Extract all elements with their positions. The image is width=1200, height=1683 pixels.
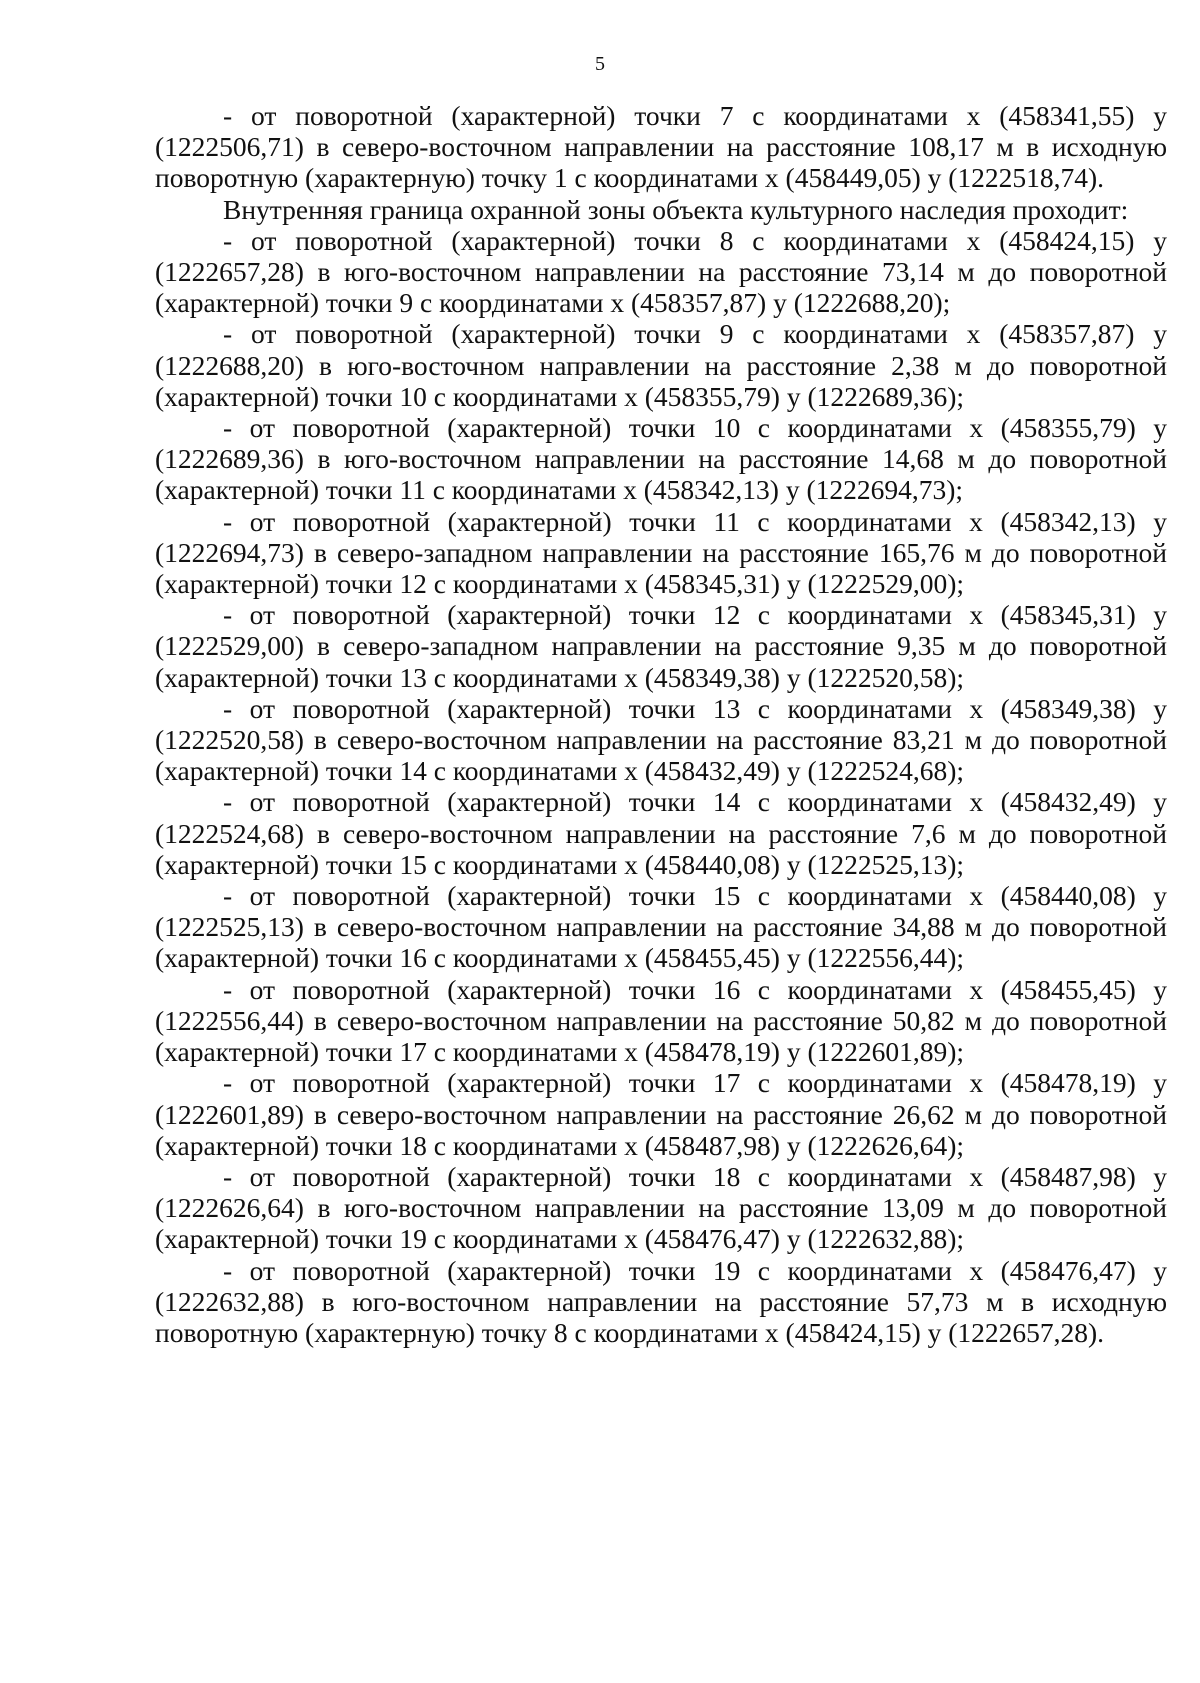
paragraph-boundary-point-16: - от поворотной (характерной) точки 16 с координатами х (458455,45) у (1222556,44) в северо-восточном направлении на расстояние 50,82 м до поворотной (характерной) точки 17 с координатами х (458478,19) у (1222601,89); <box>155 973 1167 1068</box>
paragraph-boundary-point-8: - от поворотной (характерной) точки 8 с координатами х (458424,15) у (1222657,28) в юго-восточном направлении на расстояние 73,14 м до поворотной (характерной) точки 9 с координатами х (458357,87) у (1222688,20); <box>155 224 1167 319</box>
paragraph-boundary-point-18: - от поворотной (характерной) точки 18 с координатами х (458487,98) у (1222626,64) в юго-восточном направлении на расстояние 13,09 м до поворотной (характерной) точки 19 с координатами х (458476,47) у (1222632,88); <box>155 1160 1167 1255</box>
paragraph-boundary-point-11: - от поворотной (характерной) точки 11 с координатами х (458342,13) у (1222694,73) в северо-западном направлении на расстояние 165,76 м до поворотной (характерной) точки 12 с координатами х (458345,31) у (1222529,00); <box>155 505 1167 600</box>
paragraph-boundary-point-10: - от поворотной (характерной) точки 10 с координатами х (458355,79) у (1222689,36) в юго-восточном направлении на расстояние 14,68 м до поворотной (характерной) точки 11 с координатами х (458342,13) у (1222694,73); <box>155 412 1167 506</box>
paragraph-boundary-point-9: - от поворотной (характерной) точки 9 с координатами х (458357,87) у (1222688,20) в юго-восточном направлении на расстояние 2,38 м до поворотной (характерной) точки 10 с координатами х (458355,79) у (1222689,36); <box>155 318 1167 412</box>
document-body <box>155 100 1167 1348</box>
page-number: 5 <box>595 53 605 75</box>
paragraph-boundary-point-13: - от поворотной (характерной) точки 13 с координатами х (458349,38) у (1222520,58) в северо-восточном направлении на расстояние 83,21 м до поворотной (характерной) точки 14 с координатами х (458432,49) у (1222524,68); <box>155 692 1167 787</box>
paragraph-boundary-point-12: - от поворотной (характерной) точки 12 с координатами х (458345,31) у (1222529,00) в северо-западном направлении на расстояние 9,35 м до поворотной (характерной) точки 13 с координатами х (458349,38) у (1222520,58); <box>155 599 1167 693</box>
paragraph-boundary-point-14: - от поворотной (характерной) точки 14 с координатами х (458432,49) у (1222524,68) в северо-восточном направлении на расстояние 7,6 м до поворотной (характерной) точки 15 с координатами х (458440,08) у (1222525,13); <box>155 786 1167 880</box>
paragraph-boundary-point-15: - от поворотной (характерной) точки 15 с координатами х (458440,08) у (1222525,13) в северо-восточном направлении на расстояние 34,88 м до поворотной (характерной) точки 16 с координатами х (458455,45) у (1222556,44); <box>155 880 1167 974</box>
paragraph-boundary-point-19: - от поворотной (характерной) точки 19 с координатами х (458476,47) у (1222632,88) в юго-восточном направлении на расстояние 57,73 м в исходную поворотную (характерную) точку 8 с координатами х (458424,15) у (1222657,28). <box>155 1254 1167 1348</box>
paragraph-boundary-point-7: - от поворотной (характерной) точки 7 с координатами х (458341,55) у (1222506,71) в северо-восточном направлении на расстояние 108,17 м в исходную поворотную (характерную) точку 1 с координатами х (458449,05) у (1222518,74). <box>155 100 1167 194</box>
paragraph-boundary-point-17: - от поворотной (характерной) точки 17 с координатами х (458478,19) у (1222601,89) в северо-восточном направлении на расстояние 26,62 м до поворотной (характерной) точки 18 с координатами х (458487,98) у (1222626,64); <box>155 1067 1167 1161</box>
paragraph-inner-boundary-heading: Внутренняя граница охранной зоны объекта культурного наследия проходит: <box>223 193 1129 225</box>
